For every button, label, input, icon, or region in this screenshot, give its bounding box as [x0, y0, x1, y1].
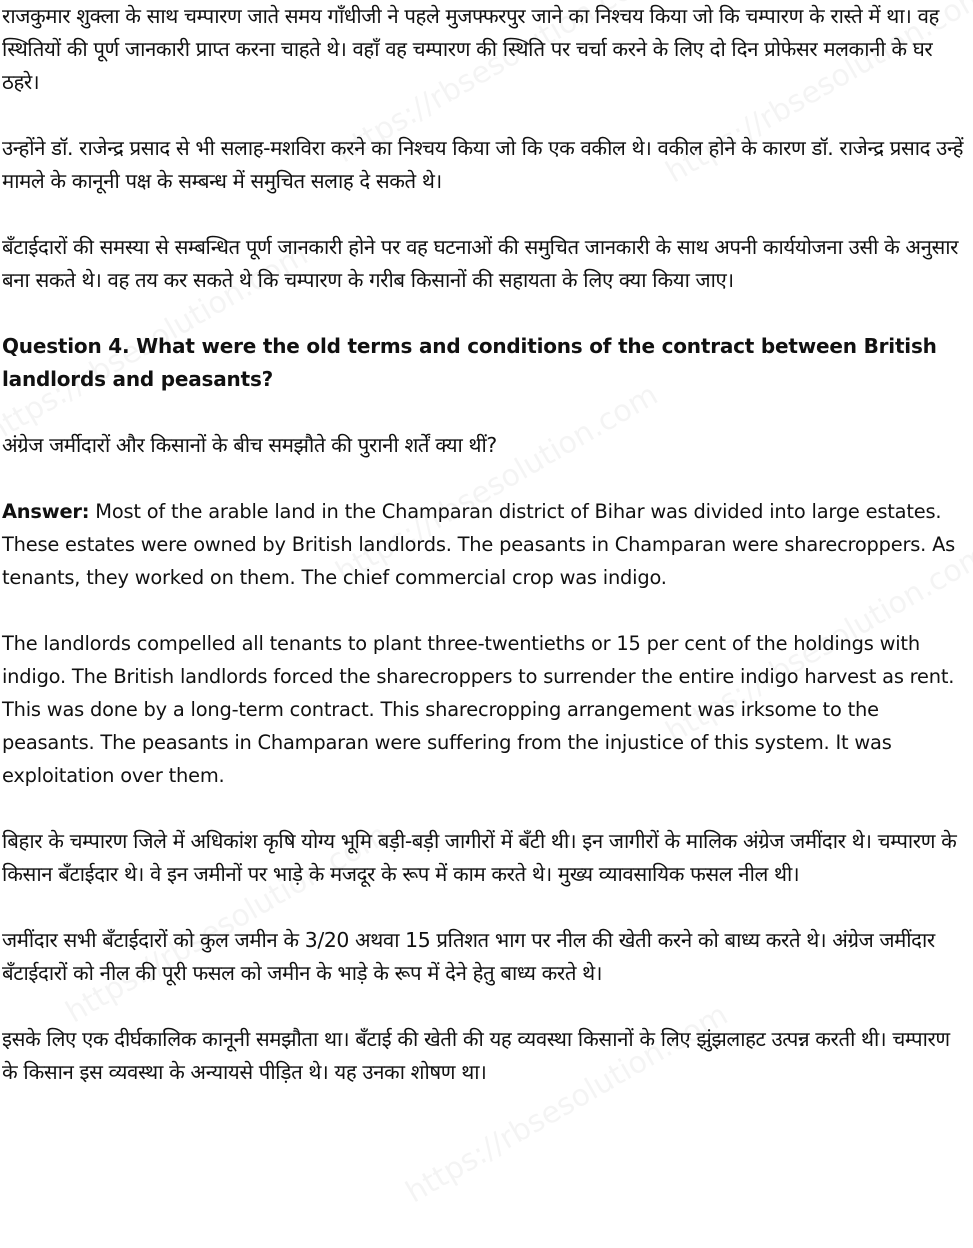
question-4-heading: Question 4. What were the old terms and conditions of the contract between British landlords and peasants? [2, 334, 937, 391]
question-4-hindi: अंग्रेज जर्मीदारों और किसानों के बीच समझौते की पुरानी शर्तें क्या थीं? [2, 433, 497, 457]
hindi-paragraph-3: बँटाईदारों की समस्या से सम्बन्धित पूर्ण जानकारी होने पर वह घटनाओं की समुचित जानकारी के साथ अपनी कार्ययोजना उसी के अनुसार बना सकते थे। वह तय कर सकते थे कि चम्पारण के गरीब किसानों की सहायता के लिए क्या किया जाए। [2, 235, 959, 292]
hindi-paragraph-1: राजकुमार शुक्ला के साथ चम्पारण जाते समय गाँधीजी ने पहले मुजफ्फरपुर जाने का निश्चय किया जो कि चम्पारण के रास्ते में था। वह स्थितियों की पूर्ण जानकारी प्राप्त करना चाहते थे। वहाँ वह चम्पारण की स्थिति पर चर्चा करने के लिए दो दिन प्रोफेसर मलकानी के घर ठहरे। [2, 4, 939, 94]
answer-hindi-paragraph-1: बिहार के चम्पारण जिले में अधिकांश कृषि योग्य भूमि बड़ी-बड़ी जागीरों में बँटी थी। इन जागीरों के मालिक अंग्रेज जमींदार थे। चम्पारण के किसान बँटाईदार थे। वे इन जमीनों पर भाड़े के मजदूर के रूप में काम करते थे। मुख्य व्यावसायिक फसल नील थी। [2, 829, 957, 886]
answer-paragraph-1 [2, 495, 971, 594]
answer-label: Answer: [2, 500, 90, 523]
answer-text: Most of the arable land in the Champaran district of Bihar was divided into large estates. These estates were owned by British landlords. The peasants in Champaran were sharecroppers. As tenants, they worked on them. The chief commercial crop was indigo. [2, 500, 956, 589]
answer-hindi-paragraph-3: इसके लिए एक दीर्घकालिक कानूनी समझौता था। बँटाई की खेती की यह व्यवस्था किसानों के लिए झुंझलाहट उत्पन्न करती थी। चम्पारण के किसान इस व्यवस्था के अन्यायसे पीड़ित थे। यह उनका शोषण था। [2, 1027, 950, 1084]
answer-hindi-paragraph-2: जमींदार सभी बँटाईदारों को कुल जमीन के 3/20 अथवा 15 प्रतिशत भाग पर नील की खेती करने को बाध्य करते थे। अंग्रेज जमींदार बँटाईदारों को नील की पूरी फसल को जमीन के भाड़े के रूप में देने हेतु बाध्य करते थे। [2, 928, 935, 985]
answer-paragraph-2: The landlords compelled all tenants to plant three-twentieths or 15 per cent of the holdings with indigo. The British landlords forced the sharecroppers to surrender the entire indigo harvest as rent. This was done by a long-term contract. This sharecropping arrangement was irksome to the peasants. The peasants in Champaran were suffering from the injustice of this system. It was exploitation over them. [2, 632, 955, 787]
hindi-paragraph-2: उन्होंने डॉ. राजेन्द्र प्रसाद से भी सलाह-मशविरा करने का निश्चय किया जो कि एक वकील थे। वकील होने के कारण डॉ. राजेन्द्र प्रसाद उन्हें मामले के कानूनी पक्ष के सम्बन्ध में समुचित सलाह दे सकते थे। [2, 136, 964, 193]
